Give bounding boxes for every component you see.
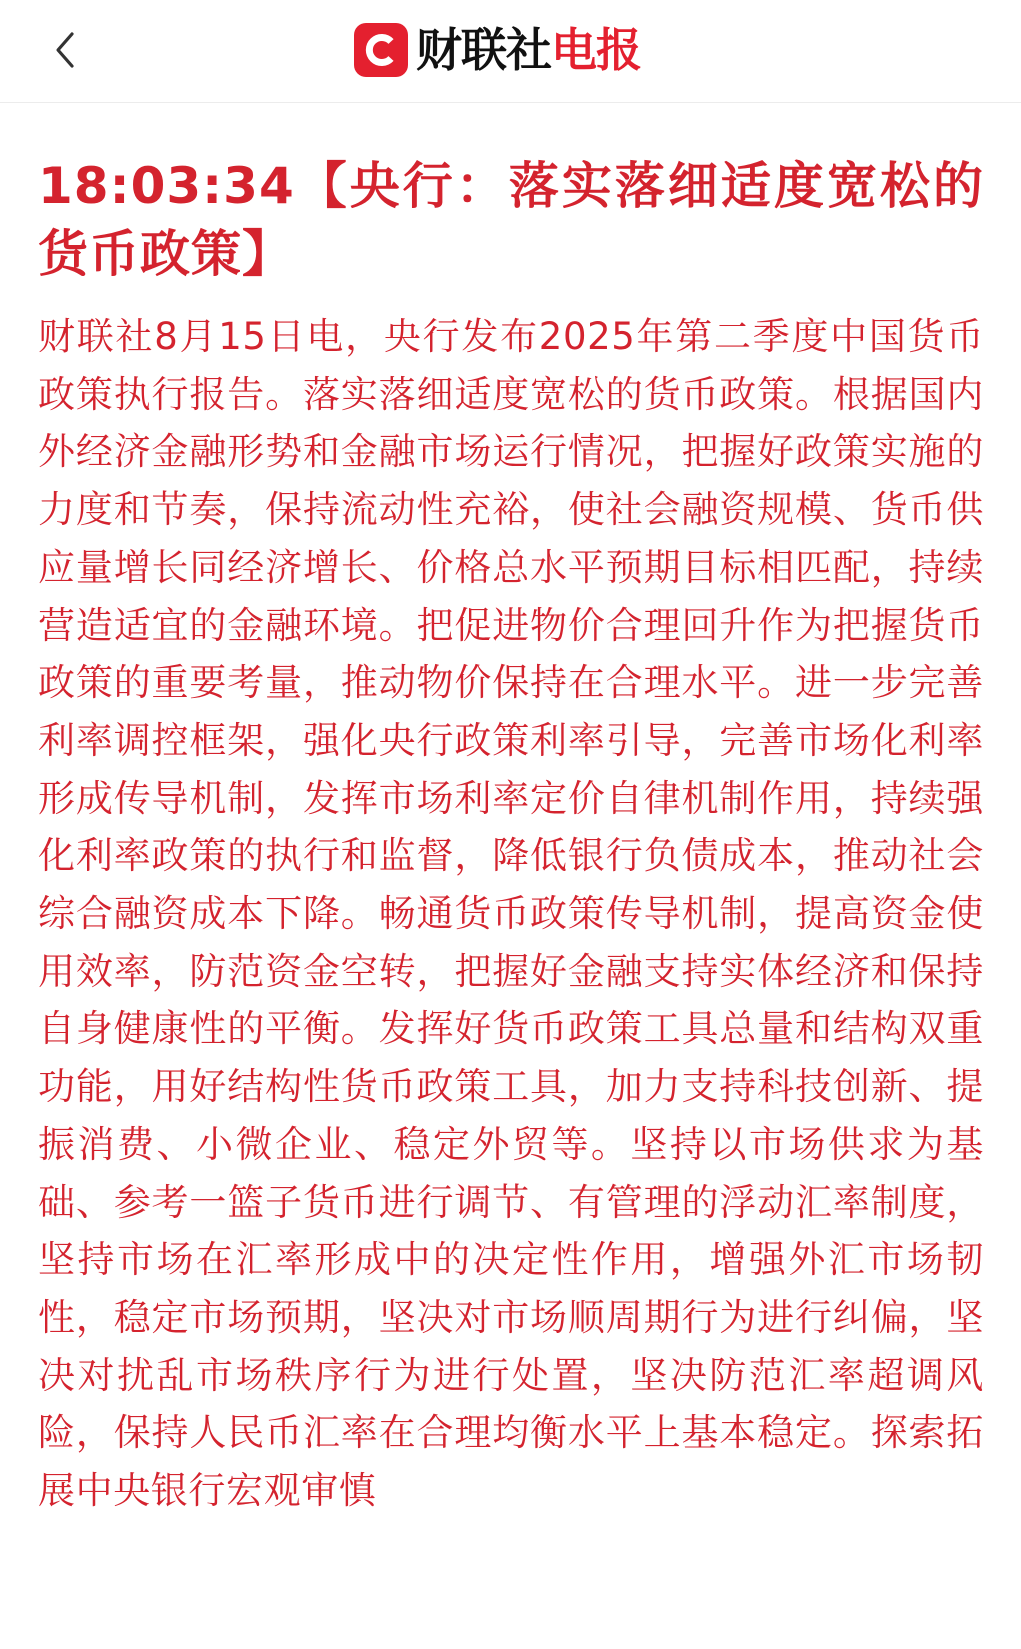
brand-suffix: 电报 bbox=[551, 23, 641, 77]
chevron-left-icon bbox=[52, 30, 78, 70]
article-headline: 18:03:34【央行：落实落细适度宽松的货币政策】 bbox=[38, 157, 984, 283]
article-body: 财联社8月15日电，央行发布2025年第二季度中国货币政策执行报告。落实落细适度宽松的货币政策。根据国内外经济金融形势和金融市场运行情况，把握好政策实施的力度和节奏，保持流动性充裕，使社会融资规模、货币供应量增长同经济增长、价格总水平预期目标相匹配，持续营造适宜的金融环境。把促进物价合理回升作为把握货币政策的重要考量，推动物价保持在合理水平。进一步完善利率调控框架，强化央行政策利率引导，完善市场化利率形成传导机制，发挥市场利率定价自律机制作用，持续强化利率政策的执行和监督，降低银行负债成本，推动社会综合融资成本下降。畅通货币政策传导机制，提高资金使用效率，防范资金空转，把握好金融支持实体经济和保持自身健康性的平衡。发挥好货币政策工具总量和结构双重功能，用好结构性货币政策工具，加力支持科技创新、提振消费、小微企业、稳定外贸等。坚持以市场供求为基础、参考一篮子货币进行调节、有管理的浮动汇率制度，坚持市场在汇率形成中的决定性作用，增强外汇市场韧性，稳定市场预期，坚决对市场顺周期行为进行纠偏，坚决对扰乱市场秩序行为进行处置，坚决防范汇率超调风险，保持人民币汇率在合理均衡水平上基本稳定。探索拓展中央银行宏观审慎 bbox=[38, 315, 984, 1513]
top-nav-bar bbox=[0, 0, 1021, 103]
brand-header bbox=[354, 22, 641, 78]
brand-c-icon bbox=[362, 31, 400, 69]
brand-title bbox=[416, 22, 641, 78]
brand-logo bbox=[354, 23, 408, 77]
brand-name: 财联社 bbox=[416, 23, 551, 77]
article bbox=[38, 152, 984, 1520]
back-button[interactable] bbox=[40, 22, 90, 78]
